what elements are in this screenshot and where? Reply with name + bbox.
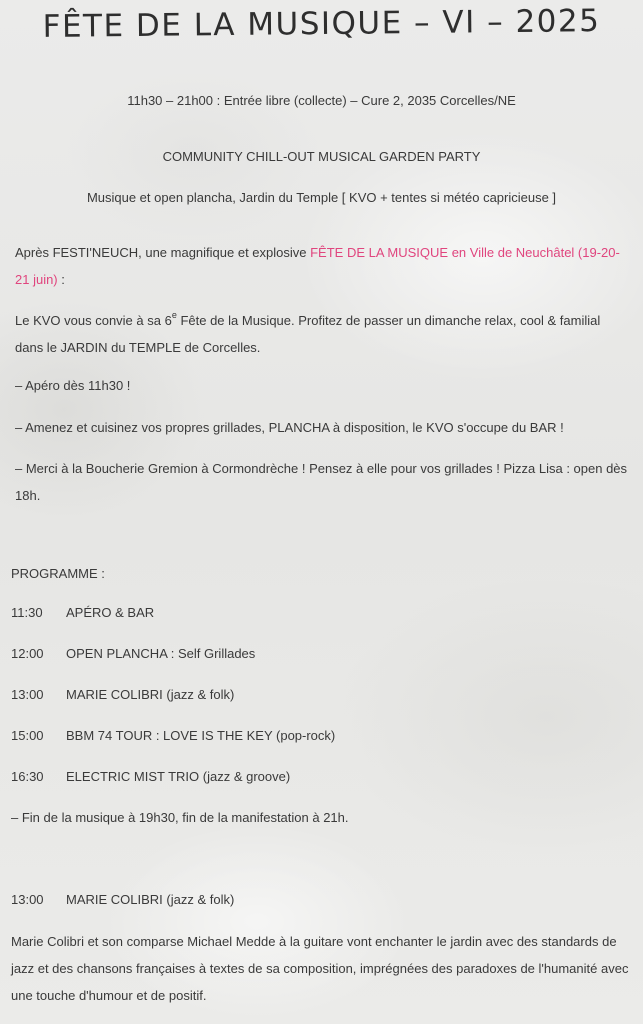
programme-item [11,769,290,784]
artist-label: MARIE COLIBRI (jazz & folk) [66,892,235,907]
bullet-apero: – Apéro dès 11h30 ! [15,378,131,393]
invite-text-start: Le KVO vous convie à sa 6 [15,313,172,328]
programme-time: 12:00 [11,646,44,661]
programme-item [11,605,154,620]
programme-label: MARIE COLIBRI (jazz & folk) [66,687,235,702]
programme-time: 16:30 [11,769,44,784]
programme-item [11,687,234,702]
subtitle: COMMUNITY CHILL-OUT MUSICAL GARDEN PARTY [162,149,481,164]
invite-text-end: Fête de la Musique. Profitez de passer un dimanche relax, cool & familial dans le JARDIN du TEMPLE de Corcelles. [15,313,601,355]
programme-item [11,728,335,743]
intro-paragraph [15,239,630,293]
page-title: FÊTE DE LA MUSIQUE – VI – 2025 [42,3,601,45]
venue-line: Musique et open plancha, Jardin du Temple [ KVO + tentes si météo capricieuse ] [86,190,557,205]
programme-heading: PROGRAMME : [11,566,105,581]
programme-label: OPEN PLANCHA : Self Grillades [66,646,256,661]
info-line: 11h30 – 21h00 : Entrée libre (collecte) – Cure 2, 2035 Corcelles/NE [127,93,516,108]
bullet-plancha: – Amenez et cuisinez vos propres grillades, PLANCHA à disposition, le KVO s'occupe du BAR ! [15,420,564,435]
ordinal-superscript: e [171,309,177,320]
programme-time: 13:00 [11,687,44,702]
artist-heading [11,892,234,907]
programme-time: 15:00 [11,728,44,743]
end-note: – Fin de la musique à 19h30, fin de la manifestation à 21h. [11,810,349,825]
artist-time: 13:00 [11,892,44,907]
programme-label: BBM 74 TOUR : LOVE IS THE KEY (pop-rock) [66,728,336,743]
intro-colon: : [57,272,65,287]
intro-text: Après FESTI'NEUCH, une magnifique et explosive [15,245,311,260]
invite-paragraph [15,307,630,361]
event-link[interactable]: FÊTE DE LA MUSIQUE en Ville de Neuchâtel (19-20-21 juin) [15,245,620,287]
programme-label: ELECTRIC MIST TRIO (jazz & groove) [66,769,291,784]
programme-item [11,646,255,661]
artist-description: Marie Colibri et son comparse Michael Medde à la guitare vont enchanter le jardin avec des standards de jazz et des chansons françaises à textes de sa composition, imprégnées des paradoxes de l'humanité avec une touche d'humour et de positif. [11,934,629,1003]
bullet-boucherie: – Merci à la Boucherie Gremion à Cormondrèche ! Pensez à elle pour vos grillades ! Pizza Lisa : open dès 18h. [15,461,628,503]
programme-time: 11:30 [11,605,43,620]
programme-label: APÉRO & BAR [66,605,155,620]
